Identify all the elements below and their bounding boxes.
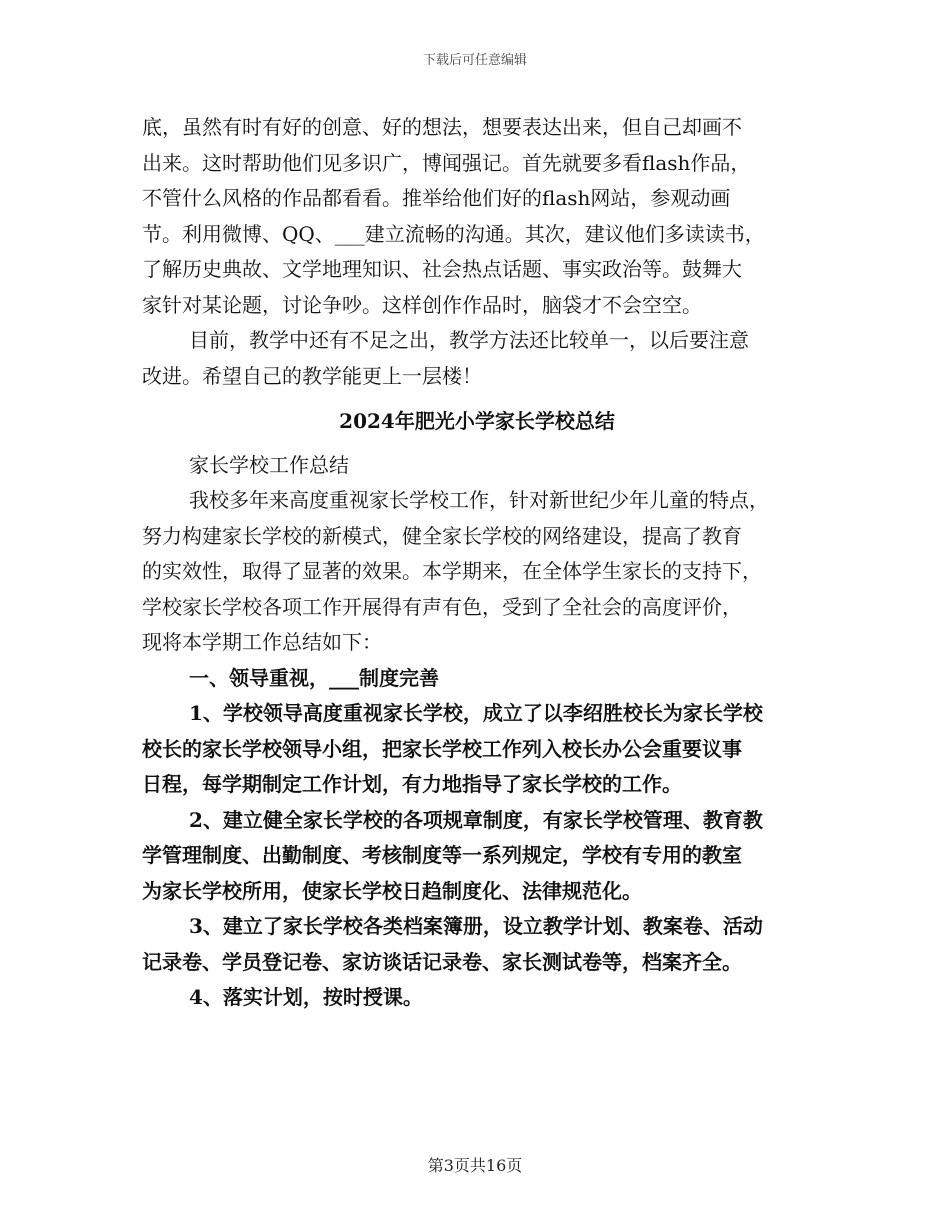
text-line: 校长的家长学校领导小组，把家长学校工作列入校长办公会重要议事 xyxy=(142,736,742,761)
text-line: 4、落实计划，按时授课。 xyxy=(189,985,423,1009)
text-line: 2、建立健全家长学校的各项规章制度，有家长学校管理、教育教 xyxy=(189,807,763,832)
item-1 xyxy=(142,696,812,803)
item-2 xyxy=(142,803,812,910)
text-line: 改进。希望自己的教学能更上一层楼！ xyxy=(142,363,482,388)
text-line: 底，虽然有时有好的创意、好的想法，想要表达出来，但自己却画不 xyxy=(142,115,742,139)
heading-leadership: 一、领导重视，___制度完善 xyxy=(189,665,439,690)
text-line: 节。利用微博、QQ、___建立流畅的沟通。其次，建议他们多读读书， xyxy=(142,221,765,246)
page-header: 下载后可任意编辑 xyxy=(422,53,527,68)
text-line: 出来。这时帮助他们见多识广，博闻强记。首先就要多看flash作品， xyxy=(142,150,751,175)
item-4 xyxy=(142,980,812,1016)
text-line: 学校家长学校各项工作开展得有声有色，受到了全社会的高度评价， xyxy=(142,594,742,619)
text-line: 努力构建家长学校的新模式，健全家长学校的网络建设，提高了教育 xyxy=(142,523,742,548)
text-line: 目前，教学中还有不足之出，教学方法还比较单一，以后要注意 xyxy=(189,328,749,352)
section-subtitle: 家长学校工作总结 xyxy=(189,452,349,477)
item-3 xyxy=(142,909,812,980)
text-line: 1、学校领导高度重视家长学校，成立了以李绍胜校长为家长学校 xyxy=(189,701,763,725)
text-line: 现将本学期工作总结如下： xyxy=(142,630,382,654)
text-line: 家针对某论题，讨论争吵。这样创作作品时，脑袋才不会空空。 xyxy=(142,292,702,317)
page-footer: 第3页共16页 xyxy=(427,1156,523,1175)
paragraph-conclusion xyxy=(142,323,812,394)
paragraph-continuation xyxy=(142,110,812,323)
text-line: 我校多年来高度重视家长学校工作，针对新世纪少年儿童的特点， xyxy=(189,488,769,512)
paragraph-intro xyxy=(142,483,812,661)
text-line: 3、建立了家长学校各类档案簿册，设立教学计划、教案卷、活动 xyxy=(189,914,763,938)
text-line: 的实效性，取得了显著的效果。本学期来，在全体学生家长的支持下， xyxy=(142,559,762,583)
document-body xyxy=(142,110,812,1016)
section-title: 2024年肥光小学家长学校总结 xyxy=(339,409,615,433)
text-line: 记录卷、学员登记卷、家访谈话记录卷、家长测试卷等，档案齐全。 xyxy=(142,949,742,974)
text-line: 不管什么风格的作品都看看。推举给他们好的flash网站，参观动画 xyxy=(142,186,731,210)
text-line: 日程，每学期制定工作计划，有力地指导了家长学校的工作。 xyxy=(142,772,682,796)
text-line: 为家长学校所用，使家长学校日趋制度化、法律规范化。 xyxy=(142,878,642,903)
text-line: 了解历史典故、文学地理知识、社会热点话题、事实政治等。鼓舞大 xyxy=(142,257,742,281)
text-line: 学管理制度、出勤制度、考核制度等一系列规定，学校有专用的教室 xyxy=(142,843,742,867)
